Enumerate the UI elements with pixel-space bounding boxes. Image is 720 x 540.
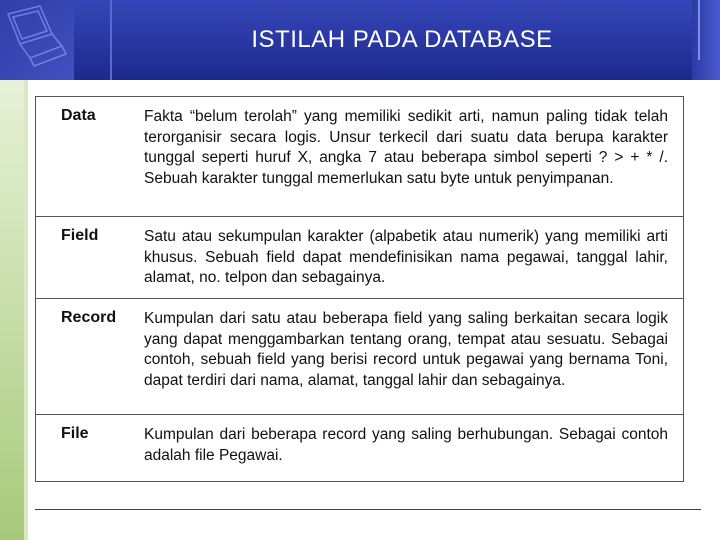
term-description: Kumpulan dari satu atau beberapa field yang saling berkaitan secara logik yang dapat menggambarkan tentang orang, tempat atau sesuatu. Sebagai contoh, sebuah field yang berisi record untuk pegawai yang bernama Toni, dapat terdiri dari nama, alamat, tanggal lahir dan sebagainya. (144, 310, 668, 389)
definition-row-data (36, 97, 683, 217)
term-label: Data (61, 107, 96, 124)
definition-row-record (36, 299, 683, 415)
header-band (0, 0, 720, 80)
term-label: Field (61, 227, 99, 244)
footer-divider (35, 509, 701, 510)
header-accent-line (698, 0, 700, 60)
term-description: Kumpulan dari beberapa record yang saling berhubungan. Sebagai contoh adalah file Pegawai. (144, 426, 668, 464)
left-stripe-inner (24, 80, 28, 540)
header-accent-strip (692, 0, 720, 80)
term-label: File (61, 425, 89, 442)
term-label: Record (61, 309, 117, 326)
definition-row-field (36, 217, 683, 299)
left-accent-stripe (0, 80, 28, 540)
term-description: Satu atau sekumpulan karakter (alpabetik atau numerik) yang memiliki arti khusus. Sebuah field dapat mendefinisikan nama pegawai, tanggal lahir, alamat, no. telpon dan sebagainya. (144, 228, 668, 286)
computer-logo-icon (0, 0, 74, 80)
term-description: Fakta “belum terolah” yang memiliki sedikit arti, namun paling tidak telah terorganisir secara logis. Unsur terkecil dari suatu data berupa karakter tunggal seperti huruf X, angka 7 atau beberapa simbol seperti ? > + * /. Sebuah karakter tunggal memerlukan satu byte untuk penyimpanan. (144, 108, 668, 187)
definition-table (35, 96, 684, 482)
page-title: ISTILAH PADA DATABASE (251, 26, 553, 53)
definition-row-file (36, 415, 683, 481)
